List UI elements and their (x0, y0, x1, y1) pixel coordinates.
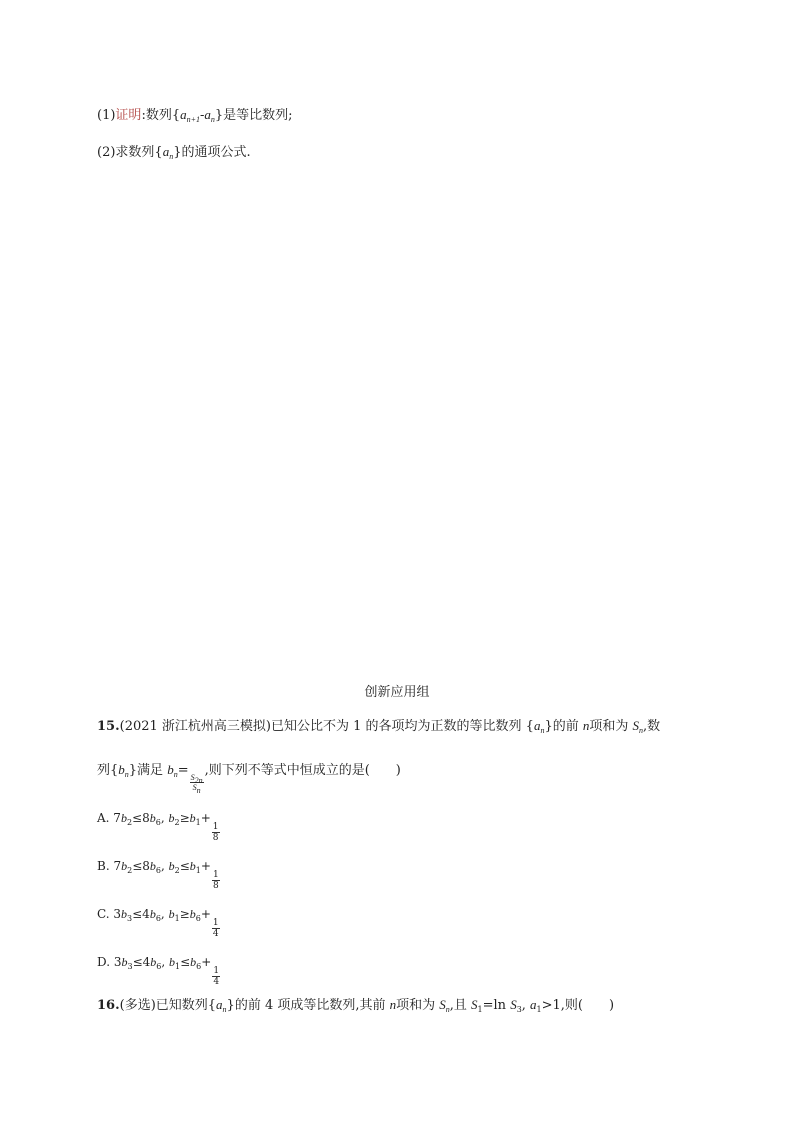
var-n: n (389, 997, 397, 1012)
q16-text: , (521, 998, 531, 1013)
sub-n: n (445, 1005, 450, 1014)
section-title: 创新应用组 (364, 685, 430, 700)
sub-n-plus-1: n+1 (186, 115, 200, 124)
var-a: a (216, 997, 223, 1012)
sub-1: 1 (477, 1005, 483, 1014)
q16-number: 16. (97, 998, 120, 1013)
var-S: S (632, 718, 639, 733)
q15-line2 (97, 761, 401, 795)
var-S: S (192, 783, 197, 792)
q15-source: (2021 浙江杭州高三模拟) (119, 719, 271, 734)
q16-text: =ln (482, 998, 511, 1013)
var-S: S (439, 997, 446, 1012)
q16-text: (多选)已知数列{ (119, 998, 217, 1013)
var-a: a (180, 107, 187, 122)
q15-text: 项和为 (589, 719, 633, 734)
q15-text: 列{ (97, 763, 119, 778)
var-S: S (510, 997, 517, 1012)
sub-1: 1 (536, 1005, 542, 1014)
option-c: C. $3b_3\le 4b_6$, $b_1\ge b_6+$ $\frac{1}{4}$ (97, 907, 219, 939)
sub-n: n (124, 770, 129, 779)
sub-n: n (639, 726, 643, 735)
q15-text: ,数 (643, 719, 661, 734)
equals-sign: = (177, 763, 189, 778)
var-n: n (582, 718, 590, 733)
var-S: S (471, 997, 478, 1012)
sub-n: n (210, 115, 215, 124)
option-b: B. $7b_2\le 8b_6$, $b_2\le b_1+$ $\frac{1}{8}$ (97, 859, 219, 891)
var-a: a (533, 718, 541, 733)
sub-n: n (196, 786, 201, 795)
sub-n: n (173, 770, 178, 779)
q16-text: }的前 4 项成等比数列,其前 (226, 998, 390, 1013)
var-a: a (530, 997, 537, 1012)
sub-3: 3 (516, 1005, 522, 1014)
sub-n: n (222, 1005, 227, 1014)
sub-n: n (169, 152, 174, 161)
var-a: a (204, 107, 211, 122)
q15-line1 (97, 717, 660, 736)
q15-text: ,则下列不等式中恒成立的是( ) (204, 763, 401, 778)
q15-text: }满足 (128, 763, 168, 778)
minus-sign: - (200, 108, 205, 123)
q16-text: ,且 (449, 998, 472, 1013)
q14-part2 (97, 143, 251, 162)
sub-2n: 2n (194, 776, 203, 785)
var-S: S (190, 773, 195, 782)
q16-text: 项和为 (396, 998, 440, 1013)
q14-part1 (97, 106, 293, 125)
q14-part2-text: (2)求数列{ (97, 145, 163, 160)
q14-part1-end: }是等比数列; (214, 108, 293, 123)
sub-n: n (540, 726, 545, 735)
q15-number: 15. (97, 719, 120, 734)
option-d: D. $3b_3\le 4b_6$, $b_1\le b_6+$ $\frac{1}{4}$ (97, 955, 220, 987)
q16-text: >1,则( ) (541, 998, 615, 1013)
var-b: b (167, 762, 174, 777)
q15-text: 已知公比不为 1 的各项均为正数的等比数列 { (271, 719, 534, 734)
q14-part1-text: :数列{ (141, 108, 181, 123)
q15-text: }的前 (544, 719, 583, 734)
q14-part1-number: (1) (97, 108, 116, 123)
var-a: a (162, 144, 170, 159)
proof-label: 证明 (115, 108, 142, 123)
q16-line1 (97, 996, 614, 1015)
q14-part2-end: }的通项公式. (173, 145, 251, 160)
var-b: b (118, 762, 125, 777)
fraction-s2n-over-sn (190, 773, 204, 795)
option-a: A. $7b_2\le 8b_6$, $b_2\ge b_1+$ $\frac{1}{8}$ (97, 811, 219, 843)
